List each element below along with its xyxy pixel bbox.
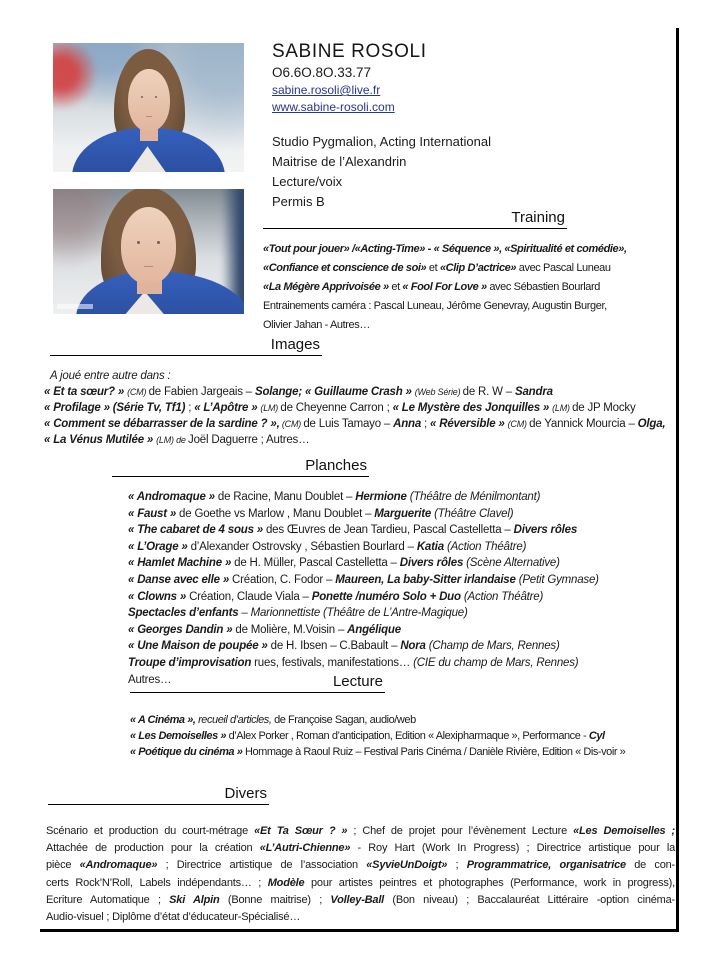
section-heading-lecture	[130, 672, 385, 693]
headshot-photo-bottom	[53, 189, 244, 314]
planches-content	[128, 489, 673, 688]
text-line: certs Rock’N’Roll, Labels indépendants… ; Modèle pour artistes peintres et photographes (Performance, work in progress),	[46, 876, 675, 889]
text-line: Autres…	[128, 673, 172, 686]
section-title: Planches	[305, 457, 367, 474]
section-heading-images	[50, 335, 322, 356]
face-features	[128, 69, 169, 131]
text-line: «Confiance et conscience de soi» et «Clip D’actrice» avec Pascal Luneau	[263, 262, 611, 274]
phone-number: O6.6O.8O.33.77	[272, 65, 372, 80]
text-line: « Faust » de Goethe vs Marlow , Manu Doublet – Marguerite (Théâtre Clavel)	[128, 507, 514, 520]
page-border-bottom	[40, 929, 679, 932]
text-line: pièce «Andromaque» ; Directrice artistique de l’association «SyvieUnDoigt» ; Programmatrice, organisatrice de con-	[46, 859, 675, 872]
email-link[interactable]: sabine.rosoli@live.fr	[272, 83, 381, 97]
text-line: « Andromaque » de Racine, Manu Doublet – Hermione (Théâtre de Ménilmontant)	[128, 491, 541, 503]
info-line-studio: Studio Pygmalion, Acting International	[272, 134, 491, 149]
text-line: « La Vénus Mutilée » (LM) de Joël Daguerre ; Autres…	[44, 434, 310, 446]
text-line: « Les Demoiselles » d’Alex Porker , Roman d’anticipation, Edition « Alexipharmaque », Performance - Cyl	[130, 730, 605, 742]
text-line: « Clowns » Création, Claude Viala – Ponette /numéro Solo + Duo (Action Théâtre)	[128, 590, 544, 603]
contact-header	[272, 40, 491, 212]
section-title: Lecture	[332, 673, 383, 690]
training-content	[263, 240, 667, 335]
text-line: Troupe d’improvisation rues, festivals, manifestations… (CIE du champ de Mars, Rennes)	[128, 656, 579, 669]
info-line-alexandrin: Maitrise de l’Alexandrin	[272, 154, 407, 169]
text-line: Entrainements caméra : Pascal Luneau, Jérôme Genevray, Augustin Burger,	[263, 300, 607, 312]
section-title: Training	[511, 209, 565, 226]
info-line-lecture-voix: Lecture/voix	[272, 174, 343, 189]
section-heading-training	[263, 208, 567, 229]
info-line-permis: Permis B	[272, 194, 325, 209]
text-line: « Profilage » (Série Tv, Tf1) ; « L’Apôtre » (LM) de Cheyenne Carron ; « Le Mystère des Jonquilles » (LM) de JP Mocky	[44, 402, 636, 414]
text-line: Spectacles d’enfants – Marionnettiste (Théâtre de L’Antre-Magique)	[128, 607, 468, 620]
section-title: Images	[270, 336, 320, 353]
page-border-right	[676, 28, 679, 932]
images-content	[44, 368, 674, 448]
text-line: Olivier Jahan - Autres…	[263, 319, 370, 331]
text-line: « Une Maison de poupée » de H. Ibsen – C.Babault – Nora (Champ de Mars, Rennes)	[128, 640, 560, 653]
section-heading-planches	[112, 456, 369, 477]
section-heading-divers	[48, 784, 269, 805]
section-title: Divers	[224, 785, 267, 802]
headshot-photo-top	[53, 43, 244, 172]
text-line: Audio-visuel ; Diplôme d’état d’éducateur-Spécialisé…	[46, 911, 301, 924]
text-line: « Danse avec elle » Création, C. Fodor – Maureen, La baby-Sitter irlandaise (Petit Gymnase)	[128, 573, 599, 586]
face-features	[121, 207, 176, 285]
profile-summary	[272, 132, 491, 212]
text-line: « Georges Dandin » de Molière, M.Voisin – Angélique	[128, 623, 401, 636]
website-link[interactable]: www.sabine-rosoli.com	[272, 100, 395, 114]
text-line: « Et ta sœur? » (CM) de Fabien Jargeais – Solange; « Guillaume Crash » (Web Série) de R. W – Sandra	[44, 386, 553, 398]
face-shape	[121, 207, 176, 285]
text-line: « Poétique du cinéma » Hommage à Raoul Ruiz – Festival Paris Cinéma / Danièle Rivière, Edition « Dis-voir »	[130, 746, 626, 758]
lecture-content	[130, 712, 675, 760]
text-line: «La Mégère Apprivoisée » et « Fool For Love » avec Sébastien Bourlard	[263, 281, 600, 293]
text-line: « Hamlet Machine » de H. Müller, Pascal Castelletta – Divers rôles (Scène Alternative)	[128, 557, 560, 570]
text-line: « Comment se débarrasser de la sardine ? », (CM) de Luis Tamayo – Anna ; « Réversible » (CM) de Yannick Mourcia – Olga,	[44, 418, 666, 430]
text-line: Scénario et production du court-métrage «Et Ta Sœur ? » ; Chef de projet pour l’évènement Lecture «Les Demoiselles ;	[46, 825, 675, 837]
images-intro: A joué entre autre dans :	[50, 370, 171, 382]
text-line: « The cabaret de 4 sous » des Œuvres de Jean Tardieu, Pascal Castelletta – Divers rôles	[128, 524, 578, 537]
candidate-name: SABINE ROSOLI	[272, 41, 427, 62]
face-shape	[128, 69, 169, 131]
text-line: «Tout pour jouer» /«Acting-Time» - « Séquence », «Spiritualité et comédie»,	[263, 243, 627, 255]
photo-watermark	[57, 304, 93, 309]
text-line: « A Cinéma », recueil d’articles, de Françoise Sagan, audio/web	[130, 714, 416, 726]
divers-content	[46, 823, 675, 926]
text-line: « L’Orage » d’Alexander Ostrovsky , Sébastien Bourlard – Katia (Action Théâtre)	[128, 540, 527, 553]
text-line: Attachée de production pour la création «L’Autri-Chienne» - Roy Hart (Work In Progress) ; Directrice artistique pour la	[46, 842, 675, 855]
text-line: Ecriture Automatique ; Ski Alpin (Bonne maitrise) ; Volley-Ball (Bon niveau) ; Baccalauréat Littéraire -option cinéma-	[46, 893, 676, 906]
